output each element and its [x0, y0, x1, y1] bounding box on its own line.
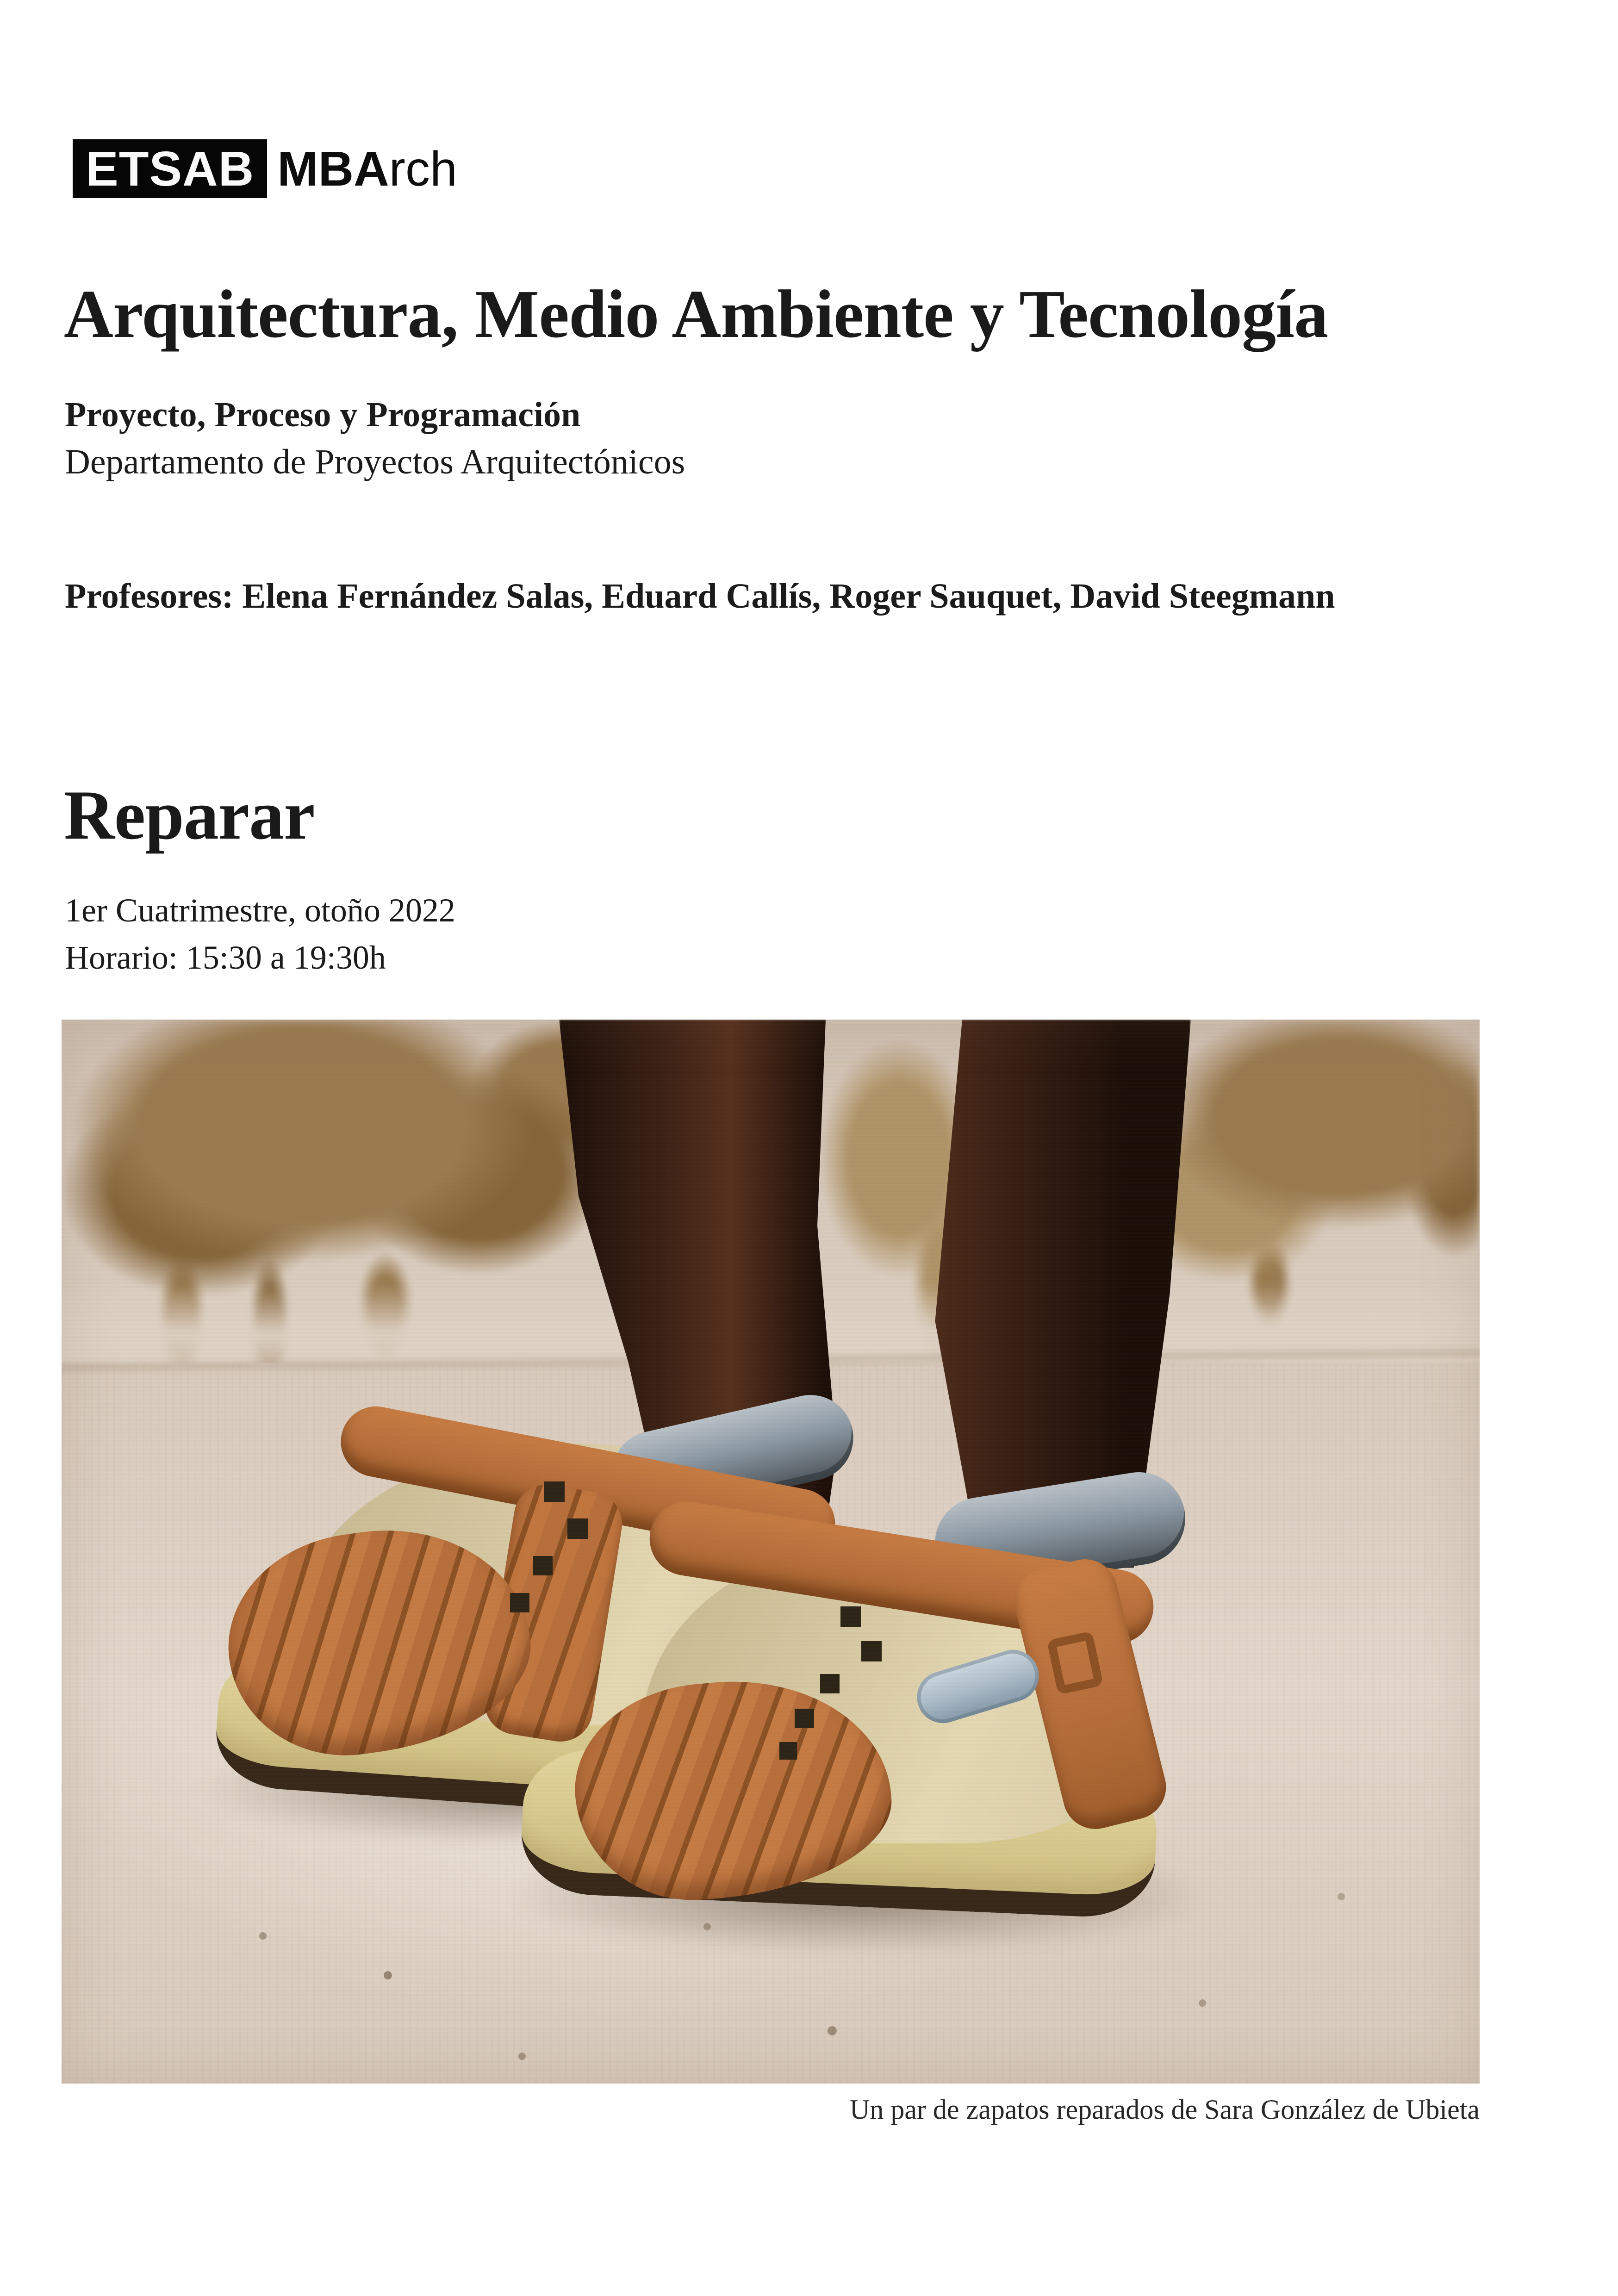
department-name: Departamento de Proyectos Arquitectónicos [65, 442, 685, 481]
course-semester: 1er Cuatrimestre, otoño 2022 [65, 892, 455, 929]
mbarch-logo-text [277, 141, 457, 196]
etsab-mbarch-logo [73, 139, 457, 198]
etsab-logo-text: ETSAB [86, 141, 255, 196]
page-title: Arquitectura, Medio Ambiente y Tecnología [64, 276, 1328, 352]
etsab-logo-box [73, 139, 267, 198]
program-block [65, 391, 685, 485]
professors-line: Profesores: Elena Fernández Salas, Eduard Callís, Roger Sauquet, David Steegmann [65, 577, 1335, 616]
course-schedule: Horario: 15:30 a 19:30h [65, 939, 386, 976]
course-meta [65, 887, 455, 981]
repaired-shoes-photo [62, 1020, 1480, 2084]
mbarch-bold-part: MBA [277, 141, 389, 196]
photo-caption: Un par de zapatos reparados de Sara González de Ubieta [849, 2094, 1480, 2125]
course-heading: Reparar [64, 776, 315, 854]
right-shoe-eyelets [62, 1020, 66, 1024]
program-name: Proyecto, Proceso y Programación [65, 395, 581, 434]
mbarch-regular-part: rch [389, 141, 457, 196]
